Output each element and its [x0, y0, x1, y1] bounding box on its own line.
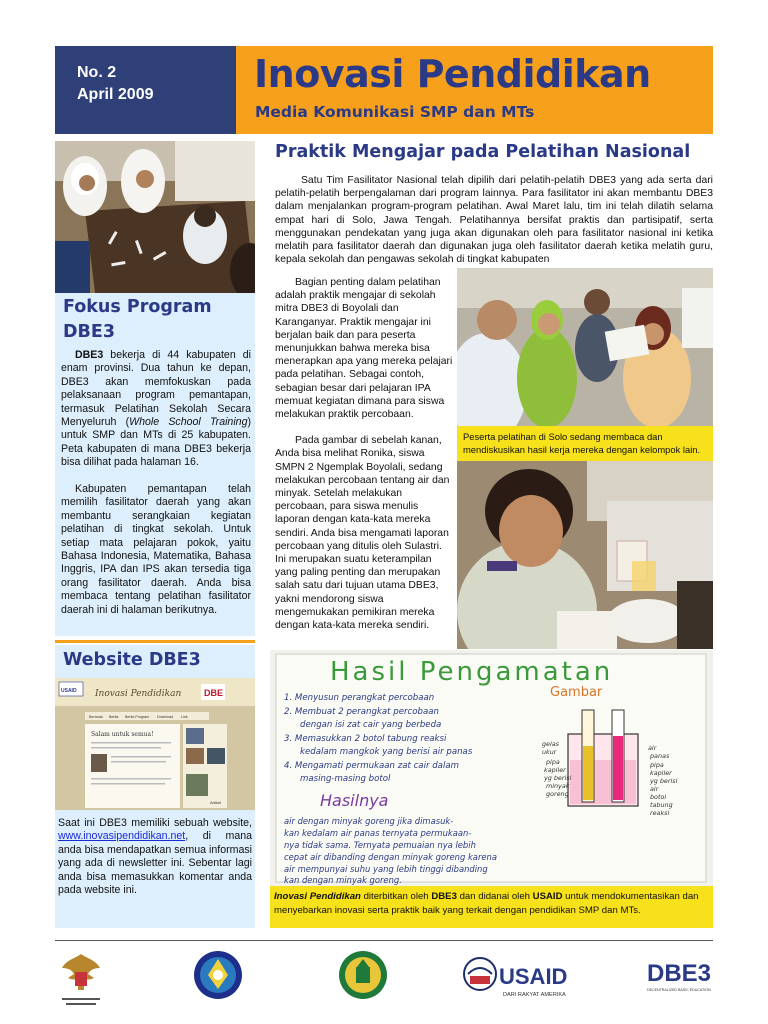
usaid-tagline: DARI RAKYAT AMERIKA — [503, 992, 566, 998]
garuda-emblem-icon — [58, 950, 104, 1014]
publisher-note-t2: dan didanai oleh — [456, 891, 533, 902]
focus-program-heading: Fokus Program DBE3 — [63, 297, 212, 342]
poster-label-right-0: air — [648, 744, 657, 752]
poster-label-right-7: tabung — [650, 801, 673, 809]
poster-step-1: 2. Membuat 2 perangkat percobaan — [284, 707, 439, 717]
publisher-note-dbe3: DBE3 — [431, 891, 457, 902]
website-heading: Website DBE3 — [63, 650, 201, 670]
ws-nav-1: Berita — [109, 715, 119, 719]
issue-number: No. 2 — [77, 64, 117, 81]
poster-step-3: 3. Memasukkan 2 botol tabung reaksi — [284, 734, 447, 744]
article-intro: Satu Tim Fasilitator Nasional telah dipilih dari pelatih-pelatih DBE3 yang ada serta dari pelatih-pelatih berpengalaman dari program lainnya. Para fasilitator ini akan membantu DBE3 dalam menjalankan program-program pelatihan. Awal Maret lalu, tim ini telah dilatih selama empat hari di Solo, Jawa Tengah. Pelatihannya bersifat praktis dan partisipatif, serta menggunakan pendekatan yang juga akan digunakan oleh para fasilitator nasional ini ketika melatih para fasilitator daerah dan digunakan juga oleh fasilitator daerah ketika melatih guru, kepala sekolah dan pengawas sekolah di tingkat kabupaten — [275, 175, 713, 266]
poster-label-left-3: kapiler — [544, 766, 566, 774]
ws-side-label: Artikel — [210, 800, 222, 805]
poster-label-right-8: reaksi — [650, 809, 670, 817]
website-link[interactable]: www.inovasipendidikan.net — [58, 830, 186, 843]
ws-nav-4: Link — [181, 715, 188, 719]
ws-welcome: Salam untuk semua! — [91, 731, 154, 738]
ws-nav-2: Berita Program — [125, 715, 150, 719]
poster-result-4: air mempunyai suhu yang lebih tinggi dibanding — [284, 864, 488, 874]
poster-result-5: kan dengan minyak goreng. — [284, 875, 402, 885]
ws-site-title: Inovasi Pendidikan — [95, 689, 182, 699]
poster-result-3: cepat air dibanding dengan minyak goreng karena — [284, 852, 497, 862]
issue-date: April 2009 — [77, 86, 154, 103]
poster-label-left-0: gelas — [542, 740, 560, 748]
article-paragraph-2: Pada gambar di sebelah kanan, Anda bisa melihat Ronika, siswa SMPN 2 Ngemplak Boyolali, sedang melakukan percobaan tentang air dan minyak. Setelah melakukan percobaan, para siswa menulis laporan dengan kata-kata mereka sendiri. Anda bisa mengamati laporan percobaan yang ditulis oleh Sulastri. Ini merupakan suatu keterampilan yang paling penting dan merupakan salah satu dari tujuan utama DBE3, yakni mendorong siswa mengemukakan pemikiran mereka dengan kata-kata mereka sendiri. — [275, 435, 450, 632]
publisher-note — [270, 886, 713, 928]
student-experiment-photo — [457, 461, 713, 649]
ws-nav-3: Download — [157, 715, 173, 719]
poster-label-left-2: pipa — [546, 758, 560, 766]
observation-poster-photo — [270, 650, 713, 886]
poster-label-right-4: yg berisi — [650, 777, 678, 785]
training-photo — [457, 268, 713, 426]
website-screenshot — [55, 678, 255, 810]
poster-step-5: 4. Mengamati permukaan zat cair dalam — [284, 761, 459, 771]
focus-program-paragraph-2: Kabupaten pemantapan telah memilih fasilitator daerah yang akan membantu serangkaian kegiatan pelatihan di tingkat sekolah. Untuk setiap mata pelajaran pokok, yaitu Bahasa Indonesia, Matematika, Bahasa Inggris, IPA dan IPS akan tersedia tiga orang fasilitator daerah. Anda bisa membaca tentang pelatihan fasilitator daerah ini di halaman berikutnya. — [61, 483, 251, 616]
article-body — [275, 276, 453, 645]
newsletter-title: Inovasi Pendidikan — [254, 52, 651, 96]
website-box — [55, 645, 255, 928]
poster-label-left-1: ukur — [542, 748, 557, 756]
poster-label-right-6: botol — [650, 793, 667, 801]
poster-label-left-4: yg berisi — [544, 774, 572, 782]
newsletter-subtitle: Media Komunikasi SMP dan MTs — [255, 103, 535, 121]
publisher-note-t3: untuk mendokumentasikan dan menyebarkan inovasi serta praktik baik yang terkait dengan pendidikan SMP dan MTs. — [274, 891, 699, 916]
classroom-photo — [55, 141, 255, 293]
poster-label-right-3: kapiler — [650, 769, 672, 777]
poster-step-4: kedalam mangkok yang berisi air panas — [300, 747, 473, 757]
poster-label-right-1: panas — [650, 752, 670, 760]
poster-label-right-5: air — [650, 785, 659, 793]
ws-dbe: DBE — [204, 688, 224, 698]
poster-gambar: Gambar — [550, 685, 603, 700]
dbe3-wordmark: DBE3 — [647, 960, 711, 987]
focus-program-paragraph-1 — [61, 349, 251, 470]
masthead-title-block — [236, 46, 713, 134]
poster-step-0: 1. Menyusun perangkat percobaan — [284, 693, 435, 703]
issue-info — [77, 62, 153, 106]
poster-step-2: dengan isi zat cair yang berbeda — [300, 720, 442, 730]
focus-program-box — [55, 293, 255, 636]
website-text-a: Saat ini DBE3 memiliki sebuah website, — [58, 817, 252, 829]
whole-school-training: Whole School Training — [129, 416, 248, 429]
poster-hasilnya: Hasilnya — [320, 791, 389, 810]
publisher-note-name: Inovasi Pendidikan — [274, 891, 361, 902]
focus-text-b: ) untuk SMP dan MTs di 25 kabupaten. Peta kabupaten di mana DBE3 bekerja bisa dilihat pada halaman 16. — [61, 416, 251, 469]
website-paragraph — [58, 817, 252, 897]
dbe3-tagline: DECENTRALIZED BASIC EDUCATION — [647, 988, 711, 992]
poster-label-left-6: goreng — [546, 790, 569, 798]
section-divider — [55, 640, 255, 643]
usaid-logo — [463, 954, 575, 1004]
kemdiknas-logo-icon — [192, 949, 244, 1005]
poster-label-right-2: pipa — [650, 761, 664, 769]
article-paragraph-1: Bagian penting dalam pelatihan adalah praktik mengajar di sekolah mitra DBE3 di Boyolali dan Karanganyar. Praktik mengajar ini berjalan baik dan para peserta menunjukkan bahwa mereka bisa menerapkan apa yang mereka pelajari pada pelatihan. Sebagai contoh, sebagian besar dari pelajaran IPA memuat kegiatan dimana para siswa melakukan praktik percobaan. — [275, 277, 453, 421]
poster-heading: Hasil Pengamatan — [330, 657, 614, 687]
website-text-b: , di mana anda bisa mendapatkan semua informasi yang ada di newsletter ini. Sebentar lagi anda bisa memasukkan komentar anda pada website ini. — [58, 830, 252, 897]
poster-result-1: kan kedalam air panas ternyata permukaan- — [284, 828, 472, 838]
ws-nav-0: Beranda — [89, 715, 103, 719]
poster-step-6: masing-masing botol — [300, 774, 391, 784]
publisher-note-t1: diterbitkan oleh — [360, 891, 432, 902]
masthead-issue-block — [55, 46, 236, 134]
training-photo-caption: Peserta pelatihan di Solo sedang membaca dan mendiskusikan hasil kerja mereka dengan kelompok lain. — [457, 426, 713, 461]
poster-result-2: nya tidak sama. Ternyata pemuaian nya lebih — [284, 840, 476, 850]
publisher-note-usaid: USAID — [532, 891, 563, 902]
focus-text-a: bekerja di 44 kabupaten di enam provinsi. Dua tahun ke depan, DBE3 akan memfokuskan pada pelaksanaan program pemantapan, termasuk Pelatihan Sekolah Secara Menyeluruh ( — [61, 349, 251, 429]
poster-label-left-5: minyak — [546, 782, 570, 790]
article-title: Praktik Mengajar pada Pelatihan Nasional — [275, 142, 691, 162]
poster-result-0: air dengan minyak goreng jika dimasuk- — [284, 816, 454, 826]
dbe3-bold: DBE3 — [75, 349, 104, 361]
ws-usaid: USAID — [61, 688, 77, 694]
usaid-wordmark: USAID — [499, 964, 568, 989]
kemenag-logo-icon — [337, 949, 389, 1005]
footer-divider — [55, 940, 713, 941]
dbe3-logo — [647, 955, 711, 1001]
